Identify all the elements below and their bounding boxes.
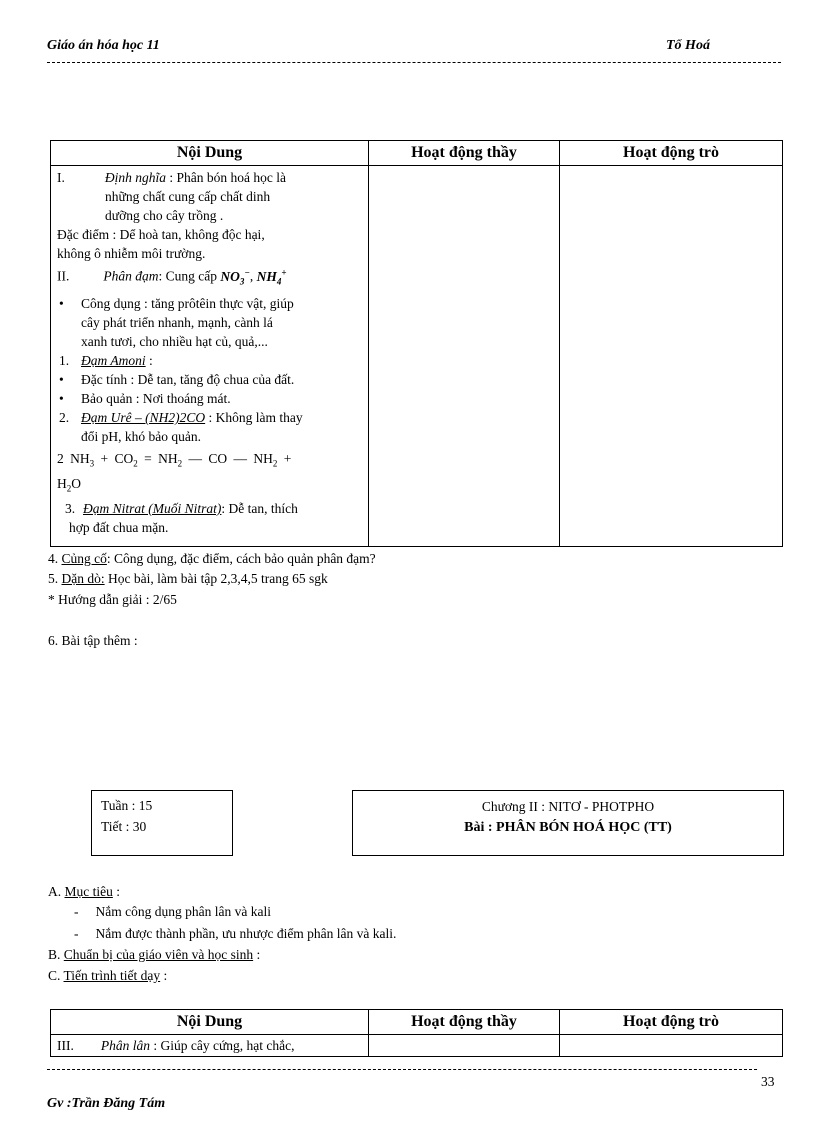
student-activity-cell <box>560 1035 783 1057</box>
header-right: Tổ Hoá <box>666 38 710 53</box>
col-header-hoat-dong-thay: Hoạt động thầy <box>369 141 560 166</box>
table-header-row <box>51 1010 783 1035</box>
content-table-1 <box>50 140 783 547</box>
homework-line: 5. Dặn dò: Học bài, làm bài tập 2,3,4,5 trang 65 sgk <box>48 571 328 586</box>
procedure-heading: C. Tiến trình tiết dạy : <box>48 968 168 983</box>
period-label: Tiết : 30 <box>101 819 147 834</box>
definition-term: Định nghĩa <box>104 170 167 185</box>
urea-equation-cont: $H_2O$ <box>57 475 81 494</box>
nitrogen-fertilizer-term: Phân đạm <box>103 268 159 284</box>
characteristics-line-2: không ô nhiễm môi trường. <box>57 246 206 261</box>
lesson-title: Bài : PHÂN BÓN HOÁ HỌC (TT) <box>464 820 672 835</box>
solution-guide-line: * Hướng dẫn giải : 2/65 <box>48 592 177 607</box>
objectives-heading: A. Mục tiêu : <box>48 884 121 899</box>
extra-exercise-line: 6. Bài tập thêm : <box>48 633 138 648</box>
nitrate-formula: $NO_3^-$ <box>220 267 250 287</box>
preparation-heading: B. Chuẩn bị của giáo viên và học sinh : <box>48 947 261 962</box>
week-label: Tuần : 15 <box>101 798 153 813</box>
nitrogen-fertilizer-line: II. Phân đạm: Cung cấp $NO_3^-$, $NH_4^+$ <box>57 267 287 287</box>
content-table-2 <box>50 1009 783 1057</box>
page-number: 33 <box>761 1074 775 1089</box>
teacher-activity-cell <box>369 166 560 547</box>
urea-equation: 2 $NH_3 + CO_2 = NH_2$ — CO — $NH_2$ + <box>57 451 292 469</box>
lesson-title-box <box>352 790 784 856</box>
nitrate-item: 3. Đạm Nitrat (Muối Nitrat): Dễ tan, thích hợp đất chua mặn. <box>65 500 298 535</box>
col-header-hoat-dong-tro: Hoạt động trò <box>560 1010 783 1035</box>
header-divider <box>47 62 781 63</box>
table-row <box>51 166 783 547</box>
col-header-hoat-dong-tro: Hoạt động trò <box>560 141 783 166</box>
definition-text-2: những chất cung cấp chất dinh <box>105 189 271 204</box>
col-header-noi-dung: Nội Dung <box>51 141 369 166</box>
col-header-noi-dung: Nội Dung <box>51 1010 369 1035</box>
footer-author: Gv :Trần Đăng Tám <box>47 1096 166 1111</box>
week-period-box <box>91 790 233 856</box>
storage-bullet: • Bảo quản : Nơi thoáng mát. <box>57 389 362 408</box>
urea-item: 2. Đạm Urê – (NH2)2CO : Không làm thay đổi pH, khó bảo quản. <box>59 410 303 445</box>
student-activity-cell <box>560 166 783 547</box>
characteristics-line-1: Đặc điểm : Dể hoà tan, không độc hại, <box>57 227 265 242</box>
table-header-row <box>51 141 783 166</box>
usage-bullet: • Công dụng : tăng prôtêin thực vật, giúp cây phát triển nhanh, mạnh, cành lá xanh tươi, cho nhiều hạt củ, quả,... <box>57 294 362 351</box>
property-bullet: • Đặc tính : Dễ tan, tăng độ chua của đất. <box>57 370 362 389</box>
content-cell: III. Phân lân : Giúp cây cứng, hạt chắc, <box>51 1035 369 1057</box>
content-cell <box>51 166 369 547</box>
consolidation-line: 4. Củng cố: Công dụng, đặc điểm, cách bảo quản phân đạm? <box>48 551 376 566</box>
chapter-title: Chương II : NITƠ - PHOTPHO <box>481 799 655 814</box>
table-row <box>51 1035 783 1057</box>
col-header-hoat-dong-thay: Hoạt động thầy <box>369 1010 560 1035</box>
ammonium-item: 1. Đạm Amoni : <box>59 353 153 369</box>
objective-item-1: - Nắm công dụng phân lân và kali <box>74 904 271 919</box>
ammonium-formula: $NH_4^+$ <box>256 267 287 287</box>
definition-line: I. Định nghĩa : Phân bón hoá học là <box>57 170 286 185</box>
definition-text-3: dưỡng cho cây trồng . <box>105 208 224 223</box>
teacher-activity-cell <box>369 1035 560 1057</box>
objective-item-2: - Nắm được thành phần, ưu nhược điểm phân lân và kali. <box>74 926 397 941</box>
header-left: Giáo án hóa học 11 <box>47 38 160 53</box>
footer-divider <box>47 1069 757 1070</box>
